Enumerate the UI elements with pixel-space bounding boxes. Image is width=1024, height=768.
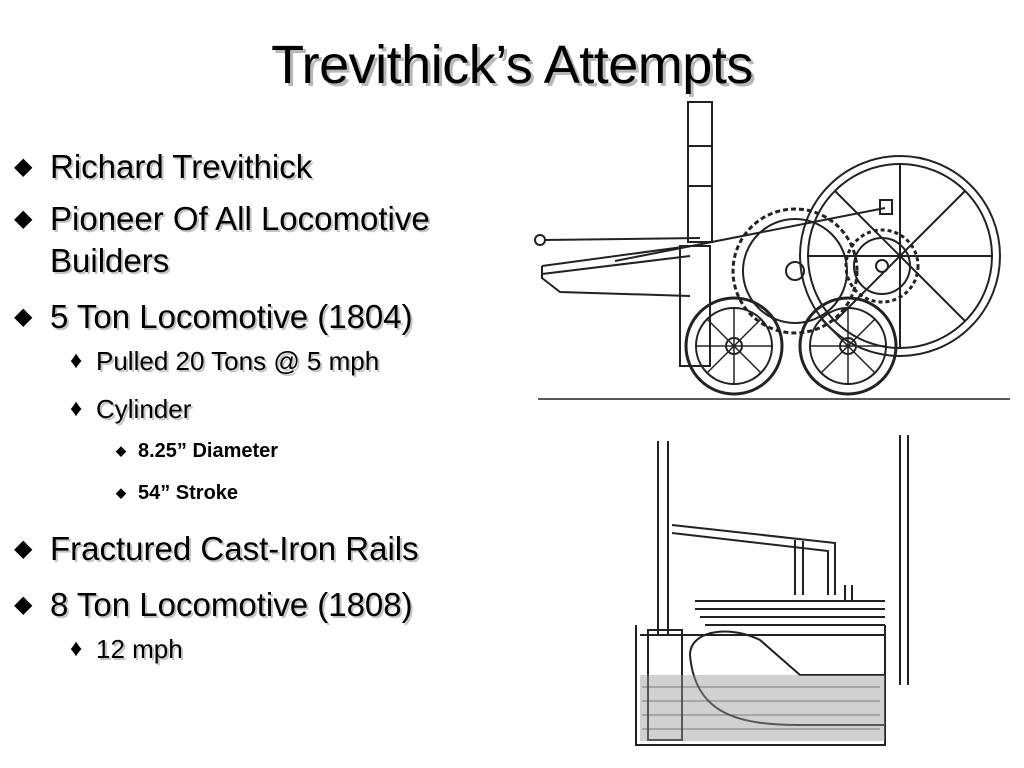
boiler-section-illustration	[600, 425, 930, 755]
sub-bullet-item	[12, 632, 532, 666]
diamond-bullet-icon: ◆	[14, 535, 33, 562]
slide-title: Trevithick’s Attempts	[271, 35, 753, 95]
bullet-text: 54” Stroke	[138, 482, 239, 504]
diamond-bullet-icon: ♦	[70, 347, 83, 374]
bullet-text: Pulled 20 Tons @ 5 mph	[96, 346, 380, 376]
bullet-item	[12, 296, 532, 338]
sub-bullet-item	[12, 344, 532, 378]
bullet-item	[12, 528, 532, 570]
diamond-bullet-icon: ◆	[14, 591, 33, 618]
bullet-text: Fractured Cast-Iron Rails	[50, 530, 419, 567]
bullet-item	[12, 146, 532, 188]
bullet-list	[12, 146, 532, 666]
diamond-bullet-icon: ◆	[14, 205, 33, 232]
bullet-text: Richard Trevithick	[50, 148, 313, 185]
bullet-item	[12, 584, 532, 626]
diamond-bullet-icon: ◆	[14, 153, 33, 180]
bullet-text: Cylinder	[96, 394, 192, 424]
diamond-bullet-icon: ◆	[116, 485, 126, 500]
bullet-item	[12, 198, 520, 282]
sub-sub-bullet-item	[12, 438, 532, 464]
bullet-text: 12 mph	[96, 634, 183, 664]
diamond-bullet-icon: ♦	[70, 395, 83, 422]
bullet-text: 5 Ton Locomotive (1804)	[50, 298, 413, 335]
sub-bullet-item	[12, 392, 532, 426]
diamond-bullet-icon: ♦	[70, 635, 83, 662]
bullet-text: Pioneer Of All Locomotive Builders	[50, 200, 430, 279]
diamond-bullet-icon: ◆	[116, 443, 126, 458]
bullet-text: 8.25” Diameter	[138, 440, 279, 462]
bullet-text: 8 Ton Locomotive (1808)	[50, 586, 413, 623]
sub-sub-bullet-item	[12, 480, 532, 506]
diamond-bullet-icon: ◆	[14, 303, 33, 330]
locomotive-illustration	[520, 96, 1020, 410]
